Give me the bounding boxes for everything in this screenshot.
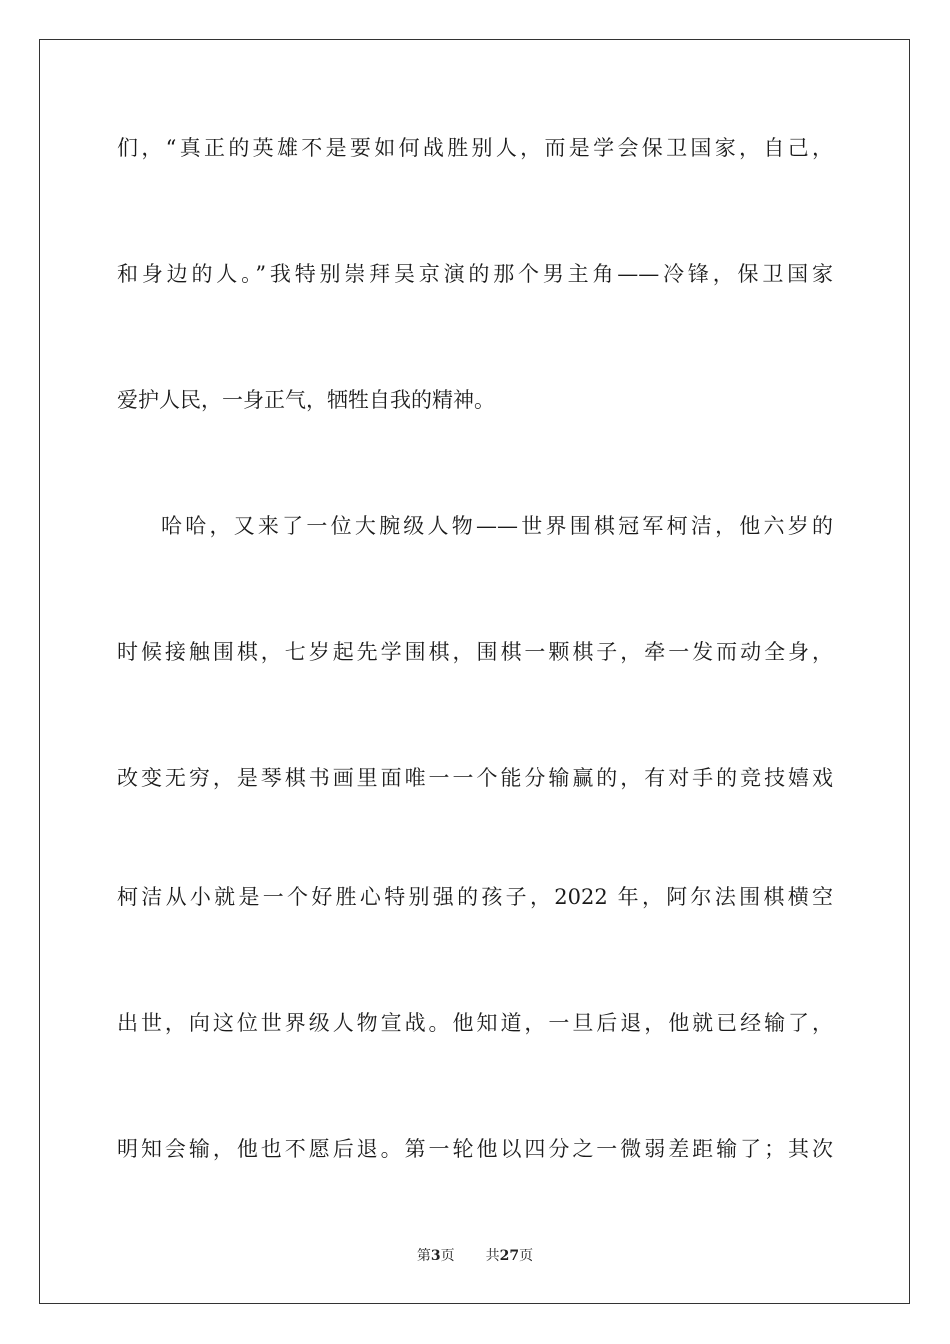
text-line-4: 哈哈，又来了一位大腕级人物——世界围棋冠军柯洁，他六岁的 xyxy=(161,514,833,538)
text-line-5: 时候接触围棋，七岁起先学围棋，围棋一颗棋子，牵一发而动全身， xyxy=(117,640,833,664)
page-footer xyxy=(0,1246,950,1266)
text-line-8: 出世，向这位世界级人物宣战。他知道，一旦后退，他就已经输了， xyxy=(117,1011,833,1035)
text-line-2: 和身边的人。”我特别崇拜吴京演的那个男主角——冷锋，保卫国家 xyxy=(117,262,833,286)
text-line-9: 明知会输，他也不愿后退。第一轮他以四分之一微弱差距输了；其次 xyxy=(117,1137,833,1161)
text-line-3: 爱护人民，一身正气，牺牲自我的精神。 xyxy=(117,388,495,412)
total-suffix: 页 xyxy=(519,1248,534,1264)
page-suffix: 页 xyxy=(440,1248,455,1264)
page-number-label xyxy=(417,1246,455,1266)
text-line-6: 改变无穷，是琴棋书画里面唯一一个能分输赢的，有对手的竞技嬉戏 xyxy=(117,766,833,790)
total-pages-label xyxy=(486,1246,533,1266)
page-number: 3 xyxy=(430,1248,441,1264)
text-line-1: 们，“真正的英雄不是要如何战胜别人，而是学会保卫国家，自己， xyxy=(117,136,833,160)
total-prefix: 共 xyxy=(485,1248,500,1264)
text-line-7: 柯洁从小就是一个好胜心特别强的孩子，2022 年，阿尔法围棋横空 xyxy=(117,885,833,909)
page-prefix: 第 xyxy=(416,1248,431,1264)
total-pages: 27 xyxy=(499,1248,520,1264)
page-border xyxy=(39,39,910,1304)
